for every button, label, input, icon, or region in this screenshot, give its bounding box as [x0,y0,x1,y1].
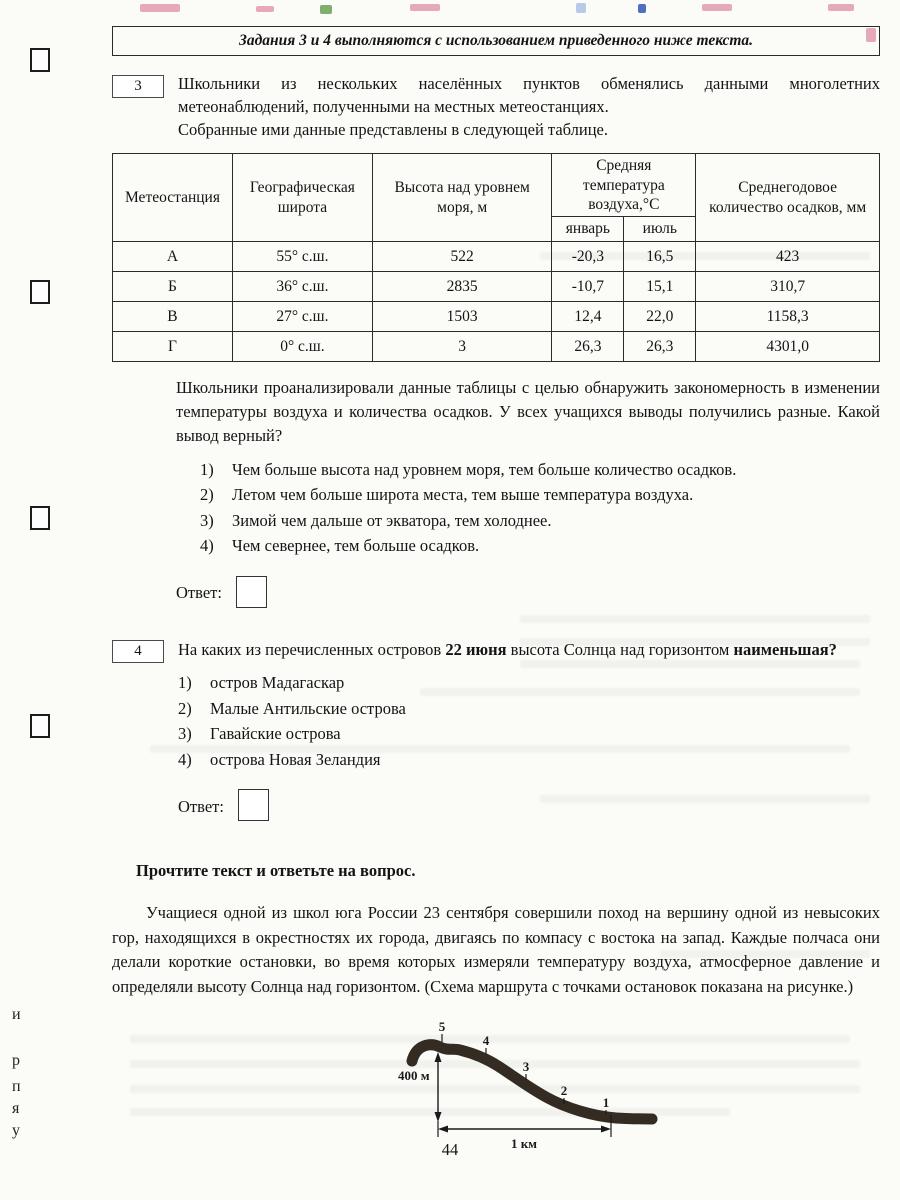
task-3-option-2 [200,482,880,508]
height-arrow-head-bottom [435,1112,442,1122]
scan-artifact [828,4,854,11]
table-row [113,241,880,271]
cell-precipitation: 423 [696,241,880,271]
point-5-label: 5 [438,1019,446,1035]
point-1-label: 1 [602,1095,610,1111]
cell-height: 1503 [372,301,552,331]
scan-artifact [30,714,50,738]
task-3-intro-2: Собранные ими данные представлены в следующей таблице. [178,119,608,139]
cell-latitude: 0° с.ш. [232,331,372,361]
cell-latitude: 55° с.ш. [232,241,372,271]
question-bold-date: 22 июня [445,639,507,659]
table-row [113,331,880,361]
task-4-option-4 [178,747,880,773]
table-row [113,301,880,331]
cell-january: -20,3 [552,241,624,271]
answer-label: Ответ: [176,582,222,602]
option-text: Чем севернее, тем больше осадков. [232,536,480,556]
margin-letter: и [12,1006,21,1023]
task-3-options [200,457,880,559]
task-4-option-3 [178,721,880,747]
task-3-intro-1: Школьники из нескольких населённых пунктов обменялись данными многолетних метеонаблюдений, полученными на местных метеостанциях. [178,74,880,116]
option-text: Чем больше высота над уровнем моря, тем больше количество осадков. [232,459,737,479]
scan-artifact [140,4,180,12]
scan-artifact [410,4,440,11]
task-4-answer [178,796,880,821]
option-number: 2) [200,485,214,505]
margin-letter: у [12,1122,20,1139]
cell-january: 12,4 [552,301,624,331]
task-3-question: Школьники проанализировали данные таблицы с целью обнаружить закономерность в изменении температуры воздуха и количества осадков. У всех учащихся выводы получились разные. Какой вывод верный? [176,377,880,445]
margin-letter: п [12,1078,21,1095]
task-4-number: 4 [112,640,164,663]
cell-height: 522 [372,241,552,271]
cell-january: -10,7 [552,271,624,301]
task-3-number: 3 [112,75,164,98]
option-number: 3) [200,510,214,530]
option-text: Гавайские острова [210,724,341,744]
cell-station: В [113,301,233,331]
scan-artifact [30,48,50,72]
page-content [112,26,880,1152]
col-header-precipitation: Среднегодовое количество осадков, мм [696,154,880,242]
task-4-question [178,638,880,661]
option-number: 1) [200,459,214,479]
cell-height: 2835 [372,271,552,301]
answer-box [238,789,269,821]
cell-july: 16,5 [624,241,696,271]
scan-artifact [30,506,50,530]
table-row [113,271,880,301]
margin-letter: р [12,1052,20,1069]
option-number: 4) [200,536,214,556]
task-3-answer [176,583,880,608]
distance-arrow-head-right [601,1126,611,1133]
distance-arrow-head-left [438,1126,448,1133]
option-text: Летом чем больше широта места, тем выше температура воздуха. [232,485,694,505]
cell-precipitation: 310,7 [696,271,880,301]
task-3-option-1 [200,457,880,483]
answer-box [236,576,267,608]
question-text: На каких из перечисленных островов [178,639,446,659]
option-text: Зимой чем дальше от экватора, тем холоднее. [232,510,552,530]
cell-precipitation: 1158,3 [696,301,880,331]
cell-latitude: 27° с.ш. [232,301,372,331]
col-header-temperature: Средняя температура воздуха,°С [552,154,696,217]
col-header-height: Высота над уровнем моря, м [372,154,552,242]
cell-station: Б [113,271,233,301]
question-text: высота Солнца над горизонтом [506,639,734,659]
point-3-label: 3 [522,1059,530,1075]
option-number: 2) [178,698,192,718]
page-number: 44 [441,1140,459,1159]
scan-artifact [30,280,50,304]
reading-paragraph: Учащиеся одной из школ юга России 23 сентября совершили поход на вершину одной из невысоких гор, находящихся в окрестностях их города, двигаясь по компасу с востока на запад. Каждые полчаса они делали короткие остановки, во время которых измеряли температуру воздуха, атмосферное давление и определяли высоту Солнца над горизонтом. (Схема маршрута с точками остановок показана на рисунке.) [112,903,880,996]
cell-precipitation: 4301,0 [696,331,880,361]
task-3-text [178,73,880,141]
cell-july: 22,0 [624,301,696,331]
task-4-options [178,670,880,772]
margin-letter: я [12,1100,20,1117]
height-arrow-head-top [435,1052,442,1062]
task-4 [112,638,880,822]
option-number: 1) [178,673,192,693]
scan-artifact [320,5,332,14]
cell-july: 26,3 [624,331,696,361]
cell-station: Г [113,331,233,361]
task-3-option-4 [200,533,880,559]
col-header-july: июль [624,217,696,241]
cell-station: А [113,241,233,271]
option-text: Малые Антильские острова [210,698,406,718]
hill-profile-diagram [396,1017,728,1152]
hill-band [412,1045,652,1119]
cell-latitude: 36° с.ш. [232,271,372,301]
route-profile-figure [396,1017,728,1152]
scan-artifact [256,6,274,12]
col-header-station: Метеостанция [113,154,233,242]
task-3 [112,73,880,141]
point-4-label: 4 [482,1033,490,1049]
option-text: остров Мадагаскар [210,673,345,693]
tasks-instruction-text: Задания 3 и 4 выполняются с использованием приведенного ниже текста. [238,32,754,49]
task-3-option-3 [200,508,880,534]
cell-july: 15,1 [624,271,696,301]
col-header-latitude: Географическая широта [232,154,372,242]
scan-artifact [702,4,732,11]
cell-january: 26,3 [552,331,624,361]
question-bold-word: наименьшая? [733,639,837,659]
height-label: 400 м [398,1068,430,1084]
scan-artifact [638,4,646,13]
point-2-label: 2 [560,1083,568,1099]
tasks-instruction-box [112,26,880,56]
option-number: 4) [178,749,192,769]
reading-instruction: Прочтите текст и ответьте на вопрос. [136,861,416,881]
weather-stations-table [112,153,880,362]
task-4-option-2 [178,696,880,722]
option-number: 3) [178,724,192,744]
option-text: острова Новая Зеландия [210,749,381,769]
cell-height: 3 [372,331,552,361]
distance-label: 1 км [510,1136,538,1152]
scan-artifact [576,3,586,13]
answer-label: Ответ: [178,797,224,817]
col-header-january: январь [552,217,624,241]
task-4-option-1 [178,670,880,696]
